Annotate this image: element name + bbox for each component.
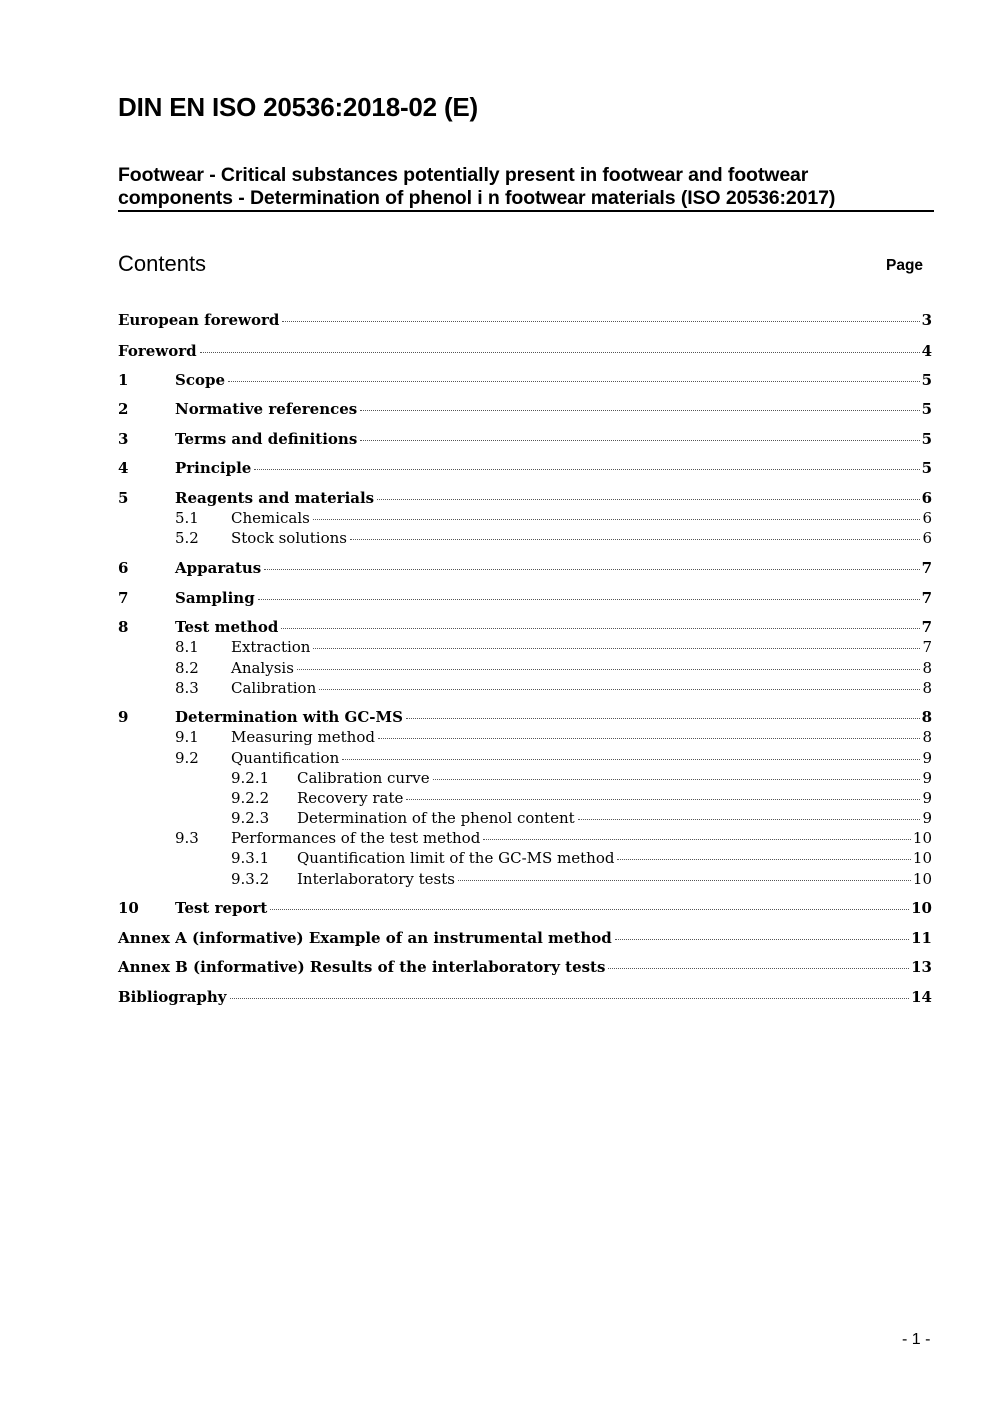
toc-entry-page: 5	[921, 459, 932, 477]
toc-dot-leader	[228, 380, 920, 382]
toc-entry[interactable]	[118, 707, 932, 727]
toc-dot-leader	[313, 518, 921, 520]
toc-entry[interactable]	[118, 987, 932, 1007]
toc-entry-title: Normative references	[175, 400, 358, 418]
toc-entry-title: Extraction	[231, 638, 311, 656]
toc-entry-number: 9.3.2	[231, 870, 270, 888]
toc-entry-number: 6	[118, 559, 129, 577]
toc-entry-title: Determination with GC-MS	[175, 708, 403, 726]
toc-entry[interactable]	[175, 637, 932, 657]
toc-dot-leader	[377, 498, 919, 500]
toc-entry-number: 3	[118, 430, 129, 448]
toc-entry[interactable]	[118, 458, 932, 478]
toc-entry-title: Measuring method	[231, 728, 375, 746]
toc-entry-page: 6	[921, 489, 932, 507]
toc-entry-title: Test report	[175, 899, 268, 917]
toc-dot-leader	[608, 967, 909, 969]
toc-entry-page: 9	[922, 789, 932, 807]
toc-entry-page: 9	[922, 769, 932, 787]
contents-heading: Contents	[118, 251, 207, 276]
toc-entry-title: Analysis	[231, 659, 294, 677]
toc-entry-title: Quantification limit of the GC-MS method	[297, 849, 615, 867]
toc-entry-number: 9.2	[175, 749, 199, 767]
toc-entry[interactable]	[231, 788, 932, 808]
toc-dot-leader	[230, 997, 910, 999]
toc-entry[interactable]	[231, 768, 932, 788]
toc-entry-title: Reagents and materials	[175, 489, 375, 507]
toc-entry-page: 5	[921, 400, 932, 418]
toc-dot-leader	[350, 538, 920, 540]
toc-entry[interactable]	[231, 869, 932, 889]
toc-entry-title: Scope	[175, 371, 226, 389]
toc-entry-page: 10	[912, 849, 932, 867]
toc-entry-number: 4	[118, 459, 129, 477]
toc-entry-title: Terms and definitions	[175, 430, 358, 448]
toc-entry-number: 5	[118, 489, 129, 507]
toc-entry-page: 8	[922, 728, 932, 746]
toc-entry[interactable]	[175, 727, 932, 747]
toc-dot-leader	[270, 908, 909, 910]
toc-entry-title: Sampling	[175, 589, 255, 607]
toc-entry[interactable]	[175, 748, 932, 768]
toc-entry-number: 9.3	[175, 829, 199, 847]
toc-entry-title: Calibration	[231, 679, 317, 697]
toc-dot-leader	[406, 798, 920, 800]
toc-dot-leader	[258, 598, 920, 600]
toc-entry[interactable]	[118, 310, 932, 330]
toc-entry[interactable]	[118, 341, 932, 361]
toc-dot-leader	[200, 351, 920, 353]
toc-dot-leader	[264, 568, 919, 570]
toc-entry-title: Annex B (informative) Results of the interlaboratory tests	[118, 958, 606, 976]
toc-entry-page: 9	[922, 809, 932, 827]
toc-dot-leader	[254, 468, 919, 470]
toc-entry-title: Performances of the test method	[231, 829, 481, 847]
toc-entry[interactable]	[118, 898, 932, 918]
toc-dot-leader	[319, 688, 920, 690]
toc-entry[interactable]	[118, 928, 932, 948]
toc-entry-page: 7	[921, 559, 932, 577]
subtitle-rule	[118, 210, 934, 212]
toc-entry-title: Annex A (informative) Example of an instrumental method	[118, 929, 612, 947]
toc-entry-title: Test method	[175, 618, 279, 636]
toc-dot-leader	[406, 717, 920, 719]
toc-entry-title: Determination of the phenol content	[297, 809, 575, 827]
toc-entry-number: 8.1	[175, 638, 199, 656]
toc-entry-number: 9.2.2	[231, 789, 270, 807]
toc-entry-page: 11	[911, 929, 932, 947]
toc-entry-number: 9.2.1	[231, 769, 270, 787]
toc-entry-number: 10	[118, 899, 139, 917]
toc-entry[interactable]	[118, 370, 932, 390]
toc-entry-number: 8	[118, 618, 129, 636]
toc-entry-page: 6	[922, 509, 932, 527]
toc-dot-leader	[360, 439, 919, 441]
toc-entry-page: 7	[921, 589, 932, 607]
toc-entry[interactable]	[175, 508, 932, 528]
toc-dot-leader	[360, 409, 919, 411]
toc-dot-leader	[342, 758, 920, 760]
page-column-heading: Page	[886, 257, 924, 274]
toc-dot-leader	[281, 627, 919, 629]
toc-dot-leader	[483, 838, 911, 840]
toc-entry-number: 9.2.3	[231, 809, 270, 827]
document-title: DIN EN ISO 20536:2018-02 (E)	[118, 92, 479, 122]
toc-entry-page: 5	[921, 430, 932, 448]
toc-entry[interactable]	[231, 848, 932, 868]
toc-entry[interactable]	[175, 678, 932, 698]
toc-entry[interactable]	[118, 617, 932, 637]
subtitle-line-1: Footwear - Critical substances potentially present in footwear and footwear	[118, 164, 809, 186]
toc-entry-title: Bibliography	[118, 988, 227, 1006]
toc-entry-title: Calibration curve	[297, 769, 430, 787]
toc-entry-number: 8.3	[175, 679, 199, 697]
toc-entry[interactable]	[175, 528, 932, 548]
toc-entry-number: 2	[118, 400, 129, 418]
toc-entry[interactable]	[118, 399, 932, 419]
toc-dot-leader	[617, 858, 910, 860]
toc-entry-page: 8	[922, 659, 932, 677]
toc-entry-page: 10	[912, 829, 932, 847]
toc-entry-title: Foreword	[118, 342, 197, 360]
footer-page-number: - 1 -	[902, 1331, 931, 1348]
subtitle-line-2: components - Determination of phenol i n footwear materials (ISO 20536:2017)	[118, 187, 836, 209]
toc-entry[interactable]	[175, 828, 932, 848]
toc-entry-number: 7	[118, 589, 129, 607]
toc-entry-number: 5.2	[175, 529, 199, 547]
toc-entry-title: Stock solutions	[231, 529, 347, 547]
toc-entry-number: 5.1	[175, 509, 199, 527]
document-subtitle	[118, 164, 933, 210]
toc-entry-title: Recovery rate	[297, 789, 404, 807]
toc-entry-title: Quantification	[231, 749, 340, 767]
toc-dot-leader	[578, 818, 921, 820]
toc-entry-page: 7	[922, 638, 932, 656]
toc-entry-page: 14	[911, 988, 932, 1006]
toc-dot-leader	[615, 938, 909, 940]
toc-dot-leader	[297, 668, 921, 670]
toc-dot-leader	[433, 778, 921, 780]
toc-entry[interactable]	[175, 658, 932, 678]
toc-entry[interactable]	[118, 957, 932, 977]
toc-entry-page: 8	[921, 708, 932, 726]
toc-entry[interactable]	[118, 588, 932, 608]
toc-dot-leader	[313, 647, 920, 649]
toc-entry-number: 9.3.1	[231, 849, 270, 867]
toc-entry-title: Interlaboratory tests	[297, 870, 455, 888]
toc-entry-page: 3	[921, 311, 932, 329]
toc-dot-leader	[378, 737, 920, 739]
toc-entry[interactable]	[118, 429, 932, 449]
toc-entry[interactable]	[231, 808, 932, 828]
toc-entry-number: 8.2	[175, 659, 199, 677]
toc-entry-page: 5	[921, 371, 932, 389]
toc-entry-page: 13	[911, 958, 932, 976]
toc-dot-leader	[282, 320, 919, 322]
toc-entry-page: 10	[911, 899, 932, 917]
toc-entry-page: 6	[922, 529, 932, 547]
toc-entry[interactable]	[118, 488, 932, 508]
toc-entry-page: 8	[922, 679, 932, 697]
toc-entry-number: 9	[118, 708, 129, 726]
toc-entry-page: 4	[921, 342, 932, 360]
toc-entry-number: 9.1	[175, 728, 199, 746]
toc-entry-page: 7	[921, 618, 932, 636]
toc-entry-title: Chemicals	[231, 509, 310, 527]
toc-entry-page: 10	[912, 870, 932, 888]
toc-entry[interactable]	[118, 558, 932, 578]
toc-entry-title: Apparatus	[175, 559, 262, 577]
toc-dot-leader	[458, 879, 911, 881]
toc-entry-title: European foreword	[118, 311, 280, 329]
toc-entry-number: 1	[118, 371, 129, 389]
toc-entry-title: Principle	[175, 459, 252, 477]
toc-entry-page: 9	[922, 749, 932, 767]
